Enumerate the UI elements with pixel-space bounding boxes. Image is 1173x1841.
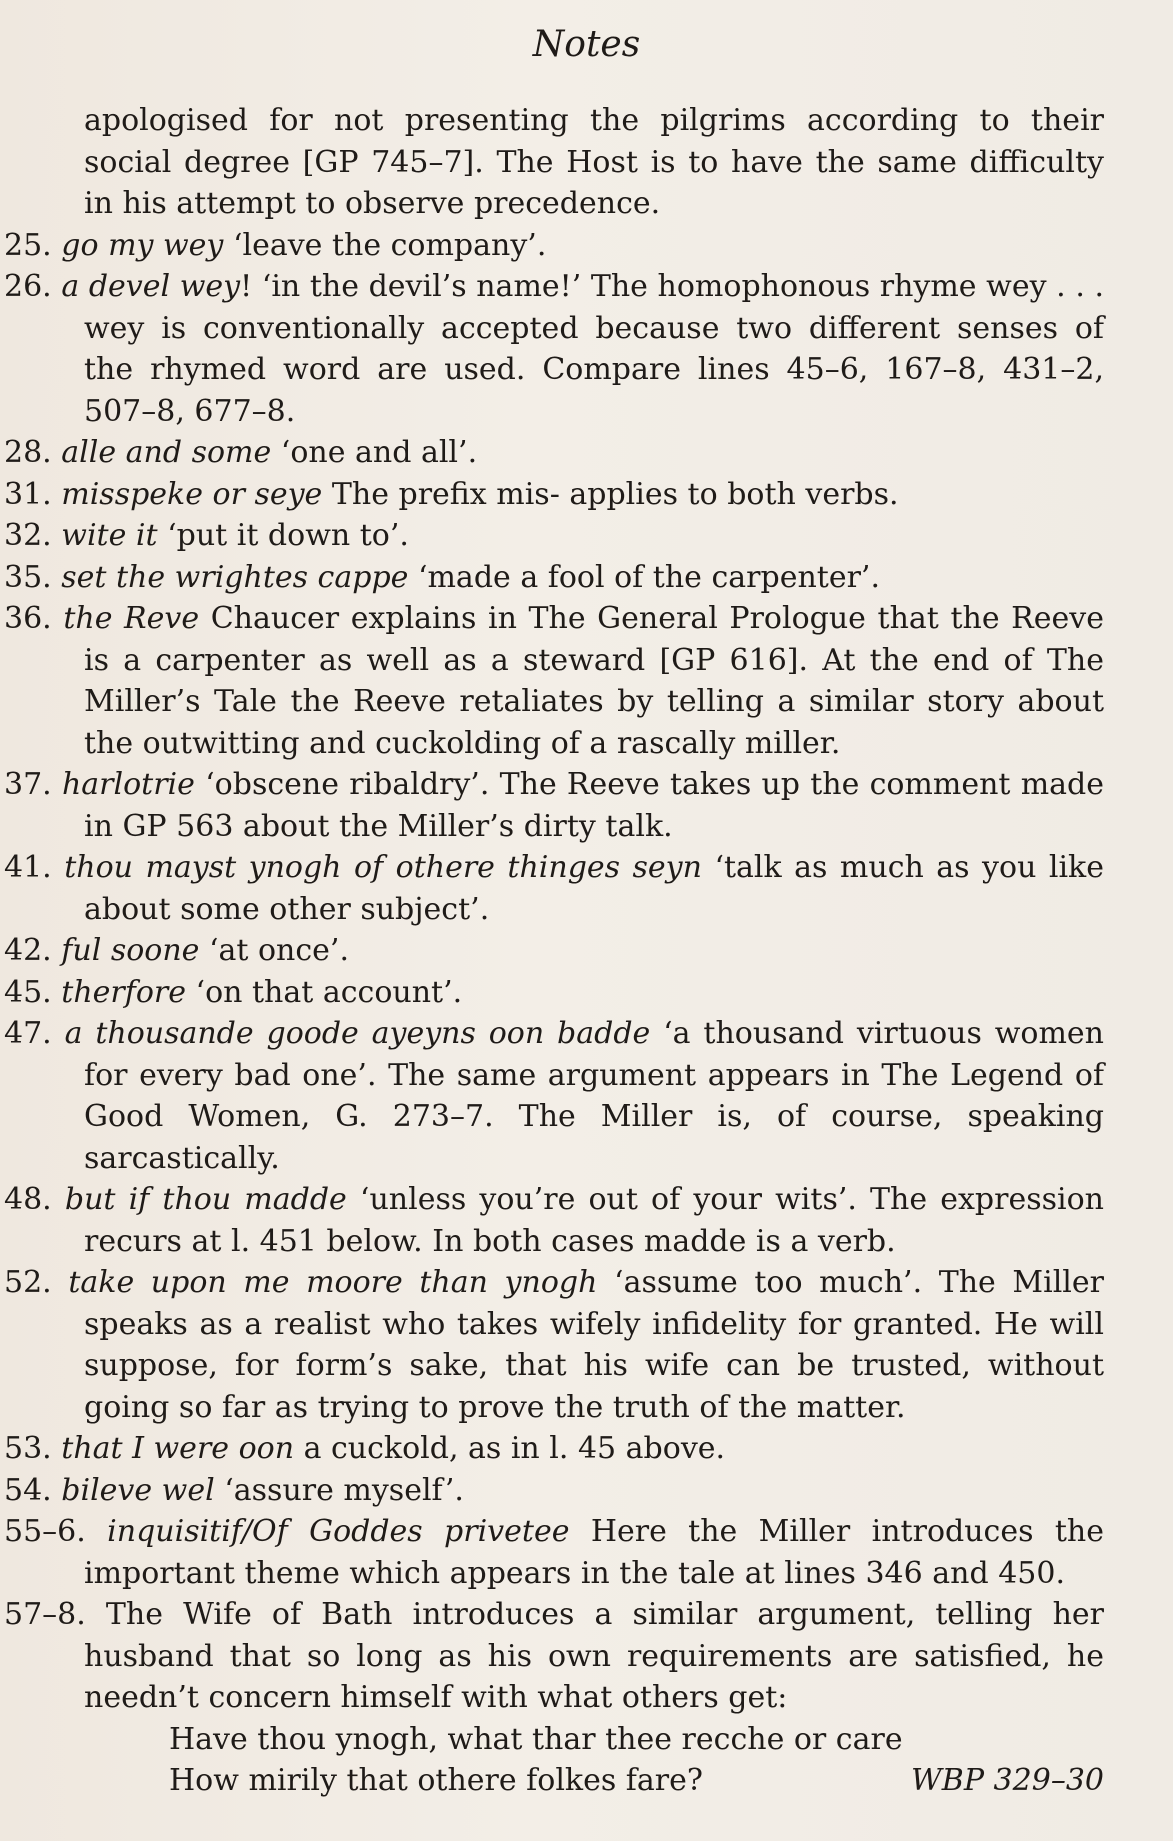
note-entry: [4, 764, 1104, 847]
note-entry: [4, 557, 1104, 599]
note-entry: [4, 1179, 1104, 1262]
note-text: Chaucer explains in The General Prologue that the Reeve is a carpenter as well as a steward [GP 616]. At the end of The Miller’s Tale the Reeve retaliates by telling a similar story about the outwitting and cuckolding of a rascally miller.: [84, 601, 1104, 761]
note-entry: [4, 515, 1104, 557]
note-text: ‘put it down to’.: [167, 518, 409, 553]
note-lemma: that I were oon: [61, 1431, 295, 1466]
line-number: 26.: [4, 269, 52, 304]
line-number: 37.: [4, 767, 52, 802]
note-lemma: a devel wey: [61, 269, 241, 304]
note-lemma: but if thou madde: [64, 1182, 347, 1217]
note-text: The prefix mis- applies to both verbs.: [331, 476, 899, 512]
notes-list: [4, 100, 1105, 1802]
line-number: 52.: [4, 1265, 52, 1300]
verse-line: Have thou ynogh, what thar thee recche or care: [169, 1721, 903, 1757]
note-lemma: bileve wel: [61, 1472, 215, 1508]
line-number: 54.: [4, 1472, 52, 1508]
note-text: ‘leave the company’.: [232, 227, 547, 263]
note-lemma: harlotrie: [61, 767, 195, 802]
note-lemma: ful soone: [61, 933, 200, 968]
line-number: 35.: [4, 559, 52, 595]
note-text: ‘assure myself’.: [224, 1472, 464, 1508]
note-lemma: thou mayst ynogh of othere thinges seyn: [64, 850, 702, 885]
note-lemma: alle and some: [61, 435, 272, 470]
line-number: 48.: [4, 1182, 52, 1217]
line-number: 25.: [4, 227, 52, 263]
note-entry: [4, 1470, 1104, 1512]
note-entry: [4, 474, 1104, 516]
note-lemma: go my wey: [61, 227, 224, 263]
line-number: 41.: [4, 850, 52, 885]
line-number: 42.: [4, 933, 52, 968]
note-text: ! ‘in the devil’s name!’ The homophonous rhyme wey . . . wey is conventionally accepted because two different senses of the rhymed word are used. Compare lines 45–6, 167–8, 431–2, 507–8, 677–8.: [84, 269, 1105, 429]
note-text: ‘talk as much as you like about some other subject’.: [84, 850, 1104, 927]
note-entry: [4, 1428, 1104, 1470]
line-number: 31.: [4, 476, 52, 512]
quotation-reference: WBP 329–30: [910, 1763, 1104, 1798]
note-text: ‘unless you’re out of your wits’. The expression recurs at l. 451 below. In both cases madde is a verb.: [84, 1182, 1104, 1259]
line-number: 57–8.: [4, 1597, 86, 1632]
note-entry: [4, 930, 1104, 972]
note-text: ‘at once’.: [208, 933, 349, 968]
note-lemma: take upon me moore than ynogh: [68, 1265, 598, 1300]
line-number: 45.: [4, 974, 52, 1010]
line-number: 47.: [4, 1016, 52, 1051]
note-text: a cuckold, as in l. 45 above.: [303, 1431, 726, 1466]
note-entry: [4, 1262, 1104, 1428]
note-lemma: the Reve: [63, 601, 200, 636]
note-entry: [4, 266, 1105, 432]
verse-quotation: [44, 1719, 1104, 1802]
note-entry: [4, 972, 1104, 1014]
note-text: ‘assume too much’. The Miller speaks as a realist who takes wifely infidelity for granted. He will suppose, for form’s sake, that his wife can be trusted, without going so far as trying to prove the truth of the matter.: [84, 1265, 1104, 1425]
note-text: ‘on that account’.: [195, 974, 463, 1010]
note-entry: [4, 1594, 1104, 1719]
note-lemma: misspeke or seye: [61, 476, 323, 512]
line-number: 36.: [4, 601, 52, 636]
note-entry: [4, 1511, 1104, 1594]
note-entry: [44, 100, 1104, 225]
note-text: Here the Miller introduces the important theme which appears in the tale at lines 346 and 450.: [84, 1514, 1104, 1591]
verse-line: How mirily that othere folkes fare?: [169, 1763, 703, 1798]
line-number: 53.: [4, 1431, 52, 1466]
note-lemma: set the wrightes cappe: [61, 559, 409, 595]
note-lemma: a thousande goode ayeyns oon badde: [64, 1016, 651, 1051]
line-number: 32.: [4, 518, 52, 553]
note-lemma: wite it: [61, 518, 158, 553]
note-entry: [4, 847, 1104, 930]
note-entry: [4, 598, 1104, 764]
note-entry: [4, 432, 1104, 474]
note-lemma: therfore: [61, 974, 186, 1010]
note-text: ‘one and all’.: [280, 435, 478, 470]
running-head: Notes: [532, 24, 641, 65]
note-entry: [4, 225, 1104, 267]
note-text: ‘obscene ribaldry’. The Reeve takes up the comment made in GP 563 about the Miller’s dirty talk.: [84, 767, 1104, 844]
note-text: ‘a thousand virtuous women for every bad one’. The same argument appears in The Legend of Good Women, G. 273–7. The Miller is, of course, speaking sarcastically.: [84, 1016, 1104, 1176]
note-text: The Wife of Bath introduces a similar argument, telling her husband that so long as his own requirements are satisfied, he needn’t concern himself with what others get:: [84, 1597, 1104, 1715]
note-entry: [4, 1013, 1104, 1179]
line-number: 28.: [4, 435, 52, 470]
note-text: apologised for not presenting the pilgrims according to their social degree [GP 745–7]. The Host is to have the same difficulty in his attempt to observe precedence.: [84, 103, 1104, 221]
note-text: ‘made a fool of the carpenter’.: [417, 559, 880, 595]
line-number: 55–6.: [4, 1514, 86, 1549]
note-lemma: inquisitif/Of Goddes privetee: [107, 1514, 570, 1549]
